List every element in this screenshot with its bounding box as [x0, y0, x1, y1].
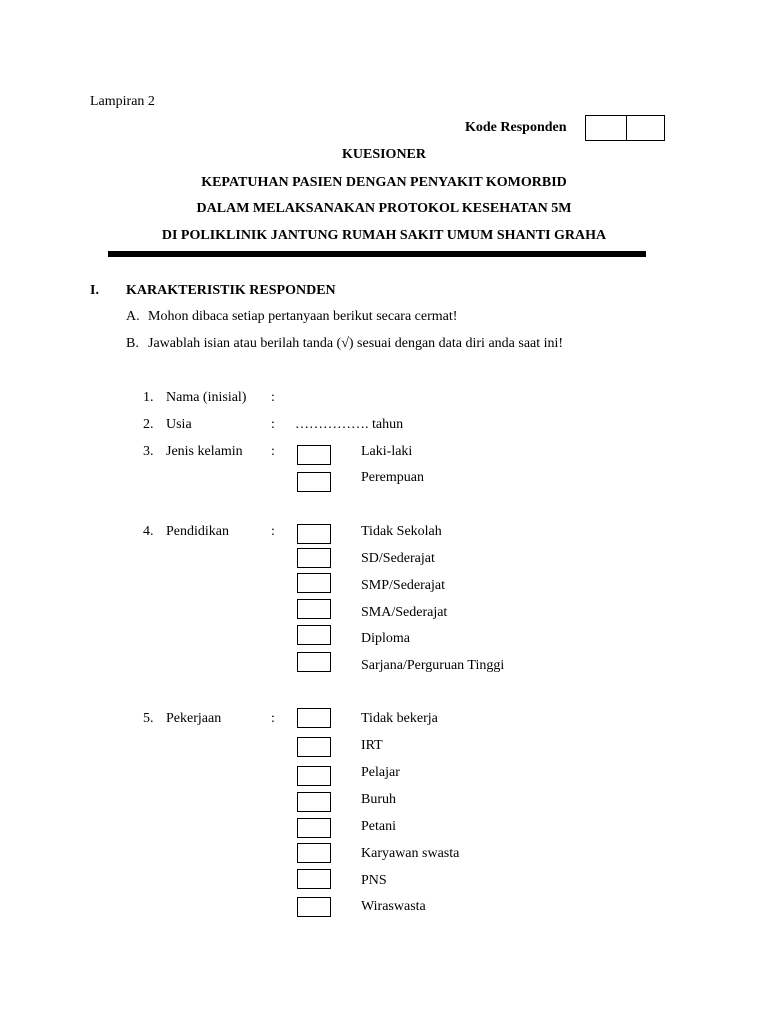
education-option-sma: SMA/Sederajat [361, 605, 448, 620]
education-checkbox-smp[interactable] [297, 573, 331, 593]
q2-label: Usia [166, 417, 192, 432]
education-checkbox-sma[interactable] [297, 599, 331, 619]
occupation-option-entrepreneur: Wiraswasta [361, 899, 426, 914]
occupation-checkbox-unemployed[interactable] [297, 708, 331, 728]
respondent-code-box[interactable] [585, 115, 665, 141]
section-heading: KARAKTERISTIK RESPONDEN [126, 283, 336, 298]
education-option-sd: SD/Sederajat [361, 551, 435, 566]
occupation-option-laborer: Buruh [361, 792, 396, 807]
occupation-option-farmer: Petani [361, 819, 396, 834]
q2-number: 2. [143, 417, 154, 432]
occupation-option-irt: IRT [361, 738, 383, 753]
occupation-checkbox-student[interactable] [297, 766, 331, 786]
education-option-no-school: Tidak Sekolah [361, 524, 442, 539]
education-checkbox-no-school[interactable] [297, 524, 331, 544]
title-kuesioner: KUESIONER [341, 147, 427, 162]
instruction-letter-a: A. [126, 309, 140, 324]
occupation-option-private-employee: Karyawan swasta [361, 846, 460, 861]
q5-colon: : [271, 711, 275, 726]
q4-colon: : [271, 524, 275, 539]
occupation-checkbox-farmer[interactable] [297, 818, 331, 838]
occupation-checkbox-irt[interactable] [297, 737, 331, 757]
q4-label: Pendidikan [166, 524, 229, 539]
occupation-option-student: Pelajar [361, 765, 400, 780]
occupation-checkbox-pns[interactable] [297, 869, 331, 889]
q5-label: Pekerjaan [166, 711, 222, 726]
q2-colon: : [271, 417, 275, 432]
q5-number: 5. [143, 711, 154, 726]
occupation-checkbox-private-employee[interactable] [297, 843, 331, 863]
occupation-checkbox-laborer[interactable] [297, 792, 331, 812]
title-underline [108, 251, 646, 257]
occupation-checkbox-entrepreneur[interactable] [297, 897, 331, 917]
title-line-4: DI POLIKLINIK JANTUNG RUMAH SAKIT UMUM SHANTI GRAHA [161, 228, 607, 243]
section-number: I. [90, 283, 99, 298]
q1-label: Nama (inisial) [166, 390, 247, 405]
appendix-label: Lampiran 2 [90, 94, 155, 109]
title-line-3: DALAM MELAKSANAKAN PROTOKOL KESEHATAN 5M [196, 201, 572, 216]
occupation-option-pns: PNS [361, 873, 387, 888]
occupation-option-unemployed: Tidak bekerja [361, 711, 438, 726]
q3-number: 3. [143, 444, 154, 459]
education-checkbox-bachelor[interactable] [297, 652, 331, 672]
gender-option-female: Perempuan [361, 470, 424, 485]
q1-colon: : [271, 390, 275, 405]
instruction-letter-b: B. [126, 336, 139, 351]
q4-number: 4. [143, 524, 154, 539]
q3-colon: : [271, 444, 275, 459]
education-option-bachelor: Sarjana/Perguruan Tinggi [361, 658, 505, 673]
age-fill-field[interactable]: ……………. tahun [295, 417, 404, 432]
q3-label: Jenis kelamin [166, 444, 243, 459]
education-option-diploma: Diploma [361, 631, 410, 646]
gender-checkbox-female[interactable] [297, 472, 331, 492]
q1-number: 1. [143, 390, 154, 405]
instruction-b-text: Jawablah isian atau berilah tanda (√) sesuai dengan data diri anda saat ini! [148, 336, 564, 351]
education-option-smp: SMP/Sederajat [361, 578, 445, 593]
gender-checkbox-male[interactable] [297, 445, 331, 465]
gender-option-male: Laki-laki [361, 444, 413, 459]
education-checkbox-diploma[interactable] [297, 625, 331, 645]
title-line-2: KEPATUHAN PASIEN DENGAN PENYAKIT KOMORBID [201, 175, 567, 190]
respondent-code-label: Kode Responden [465, 120, 567, 135]
instruction-a-text: Mohon dibaca setiap pertanyaan berikut secara cermat! [148, 309, 458, 324]
education-checkbox-sd[interactable] [297, 548, 331, 568]
